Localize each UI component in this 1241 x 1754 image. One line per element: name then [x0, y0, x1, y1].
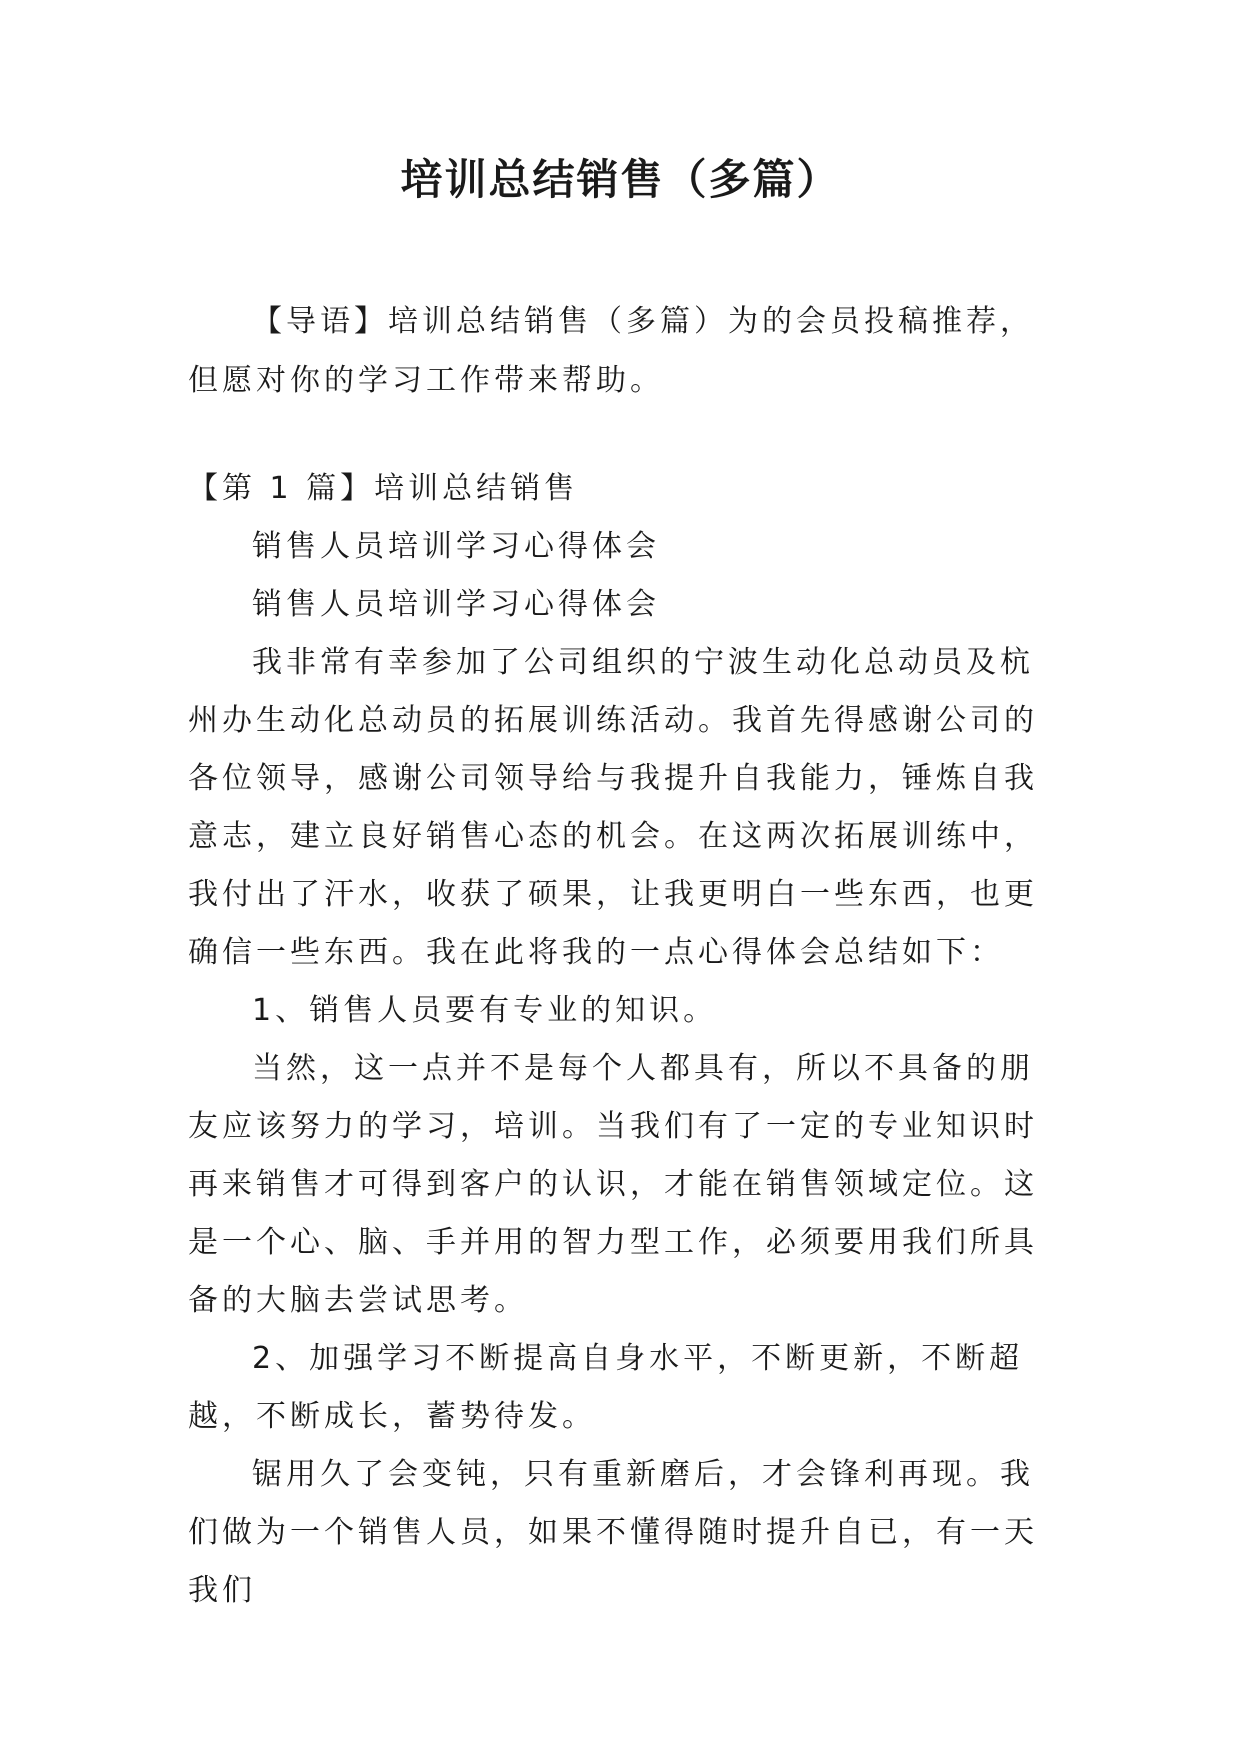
intro-paragraph: 【导语】培训总结销售（多篇）为的会员投稿推荐，但愿对你的学习工作带来帮助。	[188, 304, 1034, 398]
body-paragraph: 销售人员培训学习心得体会	[252, 529, 660, 564]
body-paragraph: 2、加强学习不断提高自身水平，不断更新，不断超越，不断成长，蓄势待发。	[188, 1341, 1024, 1434]
body-paragraph: 锯用久了会变钝，只有重新磨后，才会锋利再现。我们做为一个销售人员，如果不懂得随时提升自已，有一天我们	[188, 1457, 1038, 1608]
body-paragraph: 当然，这一点并不是每个人都具有，所以不具备的朋友应该努力的学习，培训。当我们有了一定的专业知识时再来销售才可得到客户的认识，才能在销售领域定位。这是一个心、脑、手并用的智力型工作，必须要用我们所具备的大脑去尝试思考。	[188, 1051, 1038, 1318]
body-paragraph: 我非常有幸参加了公司组织的宁波生动化总动员及杭州办生动化总动员的拓展训练活动。我首先得感谢公司的各位领导，感谢公司领导给与我提升自我能力，锤炼自我意志，建立良好销售心态的机会。在这两次拓展训练中，我付出了汗水，收获了硕果，让我更明白一些东西，也更确信一些东西。我在此将我的一点心得体会总结如下：	[188, 645, 1038, 970]
document-body	[188, 460, 1058, 1620]
body-paragraph: 1、销售人员要有专业的知识。	[252, 993, 718, 1028]
section-heading: 【第 1 篇】培训总结销售	[188, 471, 579, 506]
body-paragraph: 销售人员培训学习心得体会	[252, 587, 660, 622]
document-title: 培训总结销售（多篇）	[400, 155, 841, 204]
